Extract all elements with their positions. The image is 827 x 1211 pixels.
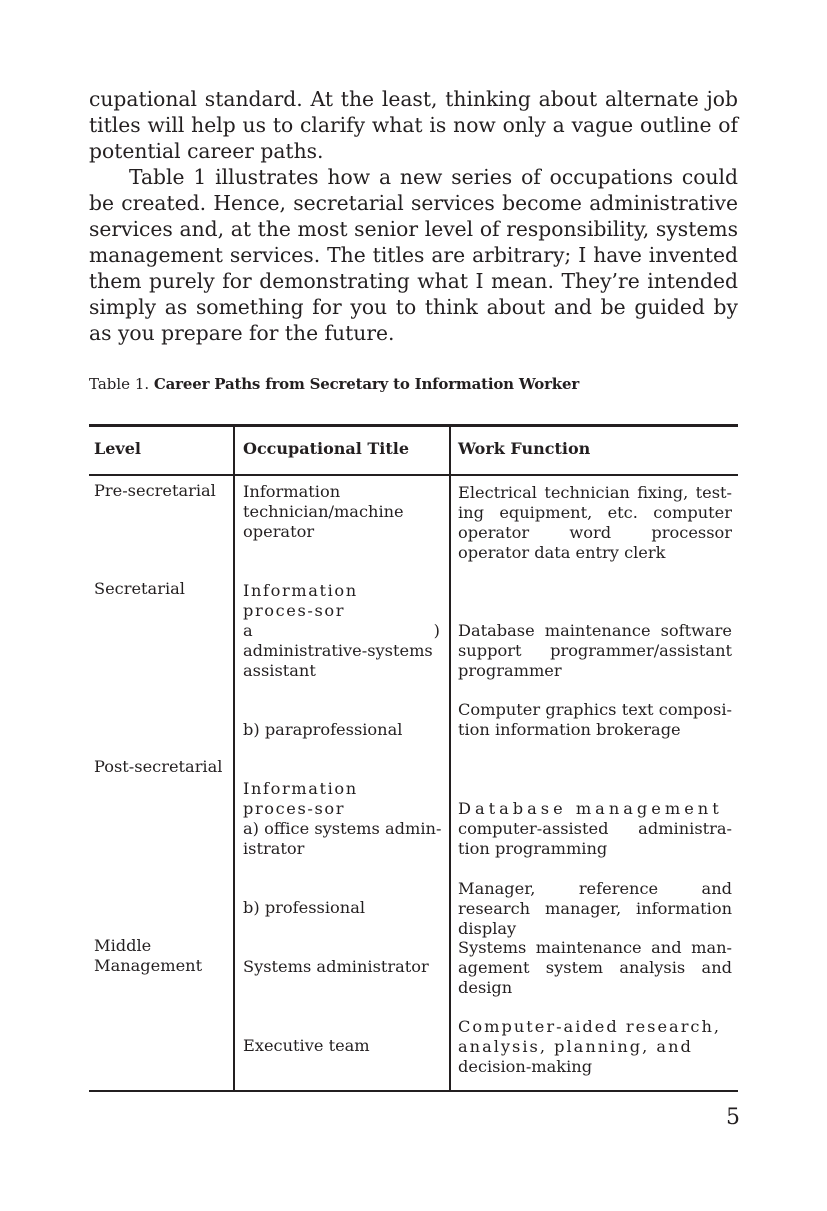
table-caption (89, 374, 738, 394)
header-occupational-title: Occupational Title (243, 439, 410, 458)
title-information-processor-2: Information proces-sor (243, 779, 358, 818)
function-manager-reference: Manager, reference and research manager, information display (458, 879, 732, 938)
title-admin-letter: a (243, 621, 253, 640)
title-executive-team: Executive team (243, 1036, 370, 1055)
function-computer-graphics: Computer graphics text composi-tion information brokerage (458, 700, 732, 739)
level-pre-secretarial: Pre-secretarial (94, 481, 216, 500)
function-electrical-technician: Electrical technician fixing, test-ing equipment, etc. computer operator word processor operator data entry clerk (458, 483, 732, 562)
header-work-function: Work Function (458, 439, 591, 458)
career-paths-table (89, 424, 738, 1092)
function-database-management: computer-assisted administra-tion programming (458, 819, 732, 858)
function-computer-aided-line-3: decision-making (458, 1057, 593, 1076)
page-number: 5 (726, 1105, 740, 1130)
title-admin-letter-row (243, 621, 440, 641)
title-professional: b) professional (243, 898, 366, 917)
title-admin-paren: ) (433, 621, 440, 640)
function-computer-aided-line-2: analysis, planning, and (458, 1037, 693, 1056)
level-middle-management: Middle Management (94, 936, 203, 975)
function-database-maintenance: Database maintenance software support programmer/assistant programmer (458, 621, 732, 680)
header-level: Level (94, 439, 141, 458)
function-database-management-lead: Database management (458, 799, 723, 818)
body-text (89, 86, 738, 346)
title-information-technician: Information technician/machine operator (243, 482, 404, 541)
title-office-systems-administrator: a) office systems admin-istrator (243, 819, 442, 858)
paragraph-1: cupational standard. At the least, thinking about alternate job titles will help us to clarify what is now only a vague outline of potential career paths. (89, 87, 738, 163)
title-information-processor: Information proces-sor (243, 581, 358, 620)
function-systems-maintenance: Systems maintenance and man-agement system analysis and design (458, 938, 732, 997)
level-post-secretarial: Post-secretarial (94, 757, 223, 776)
table-caption-title: Career Paths from Secretary to Information Worker (153, 375, 580, 393)
function-computer-aided-line-1: Computer-aided research, (458, 1017, 722, 1036)
title-administrative-systems-assistant: administrative-systems assistant (243, 641, 433, 680)
title-systems-administrator: Systems administrator (243, 957, 429, 976)
header-divider (89, 474, 738, 476)
paragraph-2: Table 1 illustrates how a new series of occupations could be created. Hence, secretarial services become administrative services and, at the most senior level of responsibility, systems management services. The titles are arbitrary; I have invented them purely for demonstrating what I mean. They’re intended simply as something for you to think about and be guided by as you prepare for the future. (89, 165, 738, 345)
column-divider (449, 427, 451, 1090)
level-secretarial: Secretarial (94, 579, 185, 598)
table-caption-label: Table 1. (89, 375, 150, 393)
title-paraprofessional: b) paraprofessional (243, 720, 403, 739)
